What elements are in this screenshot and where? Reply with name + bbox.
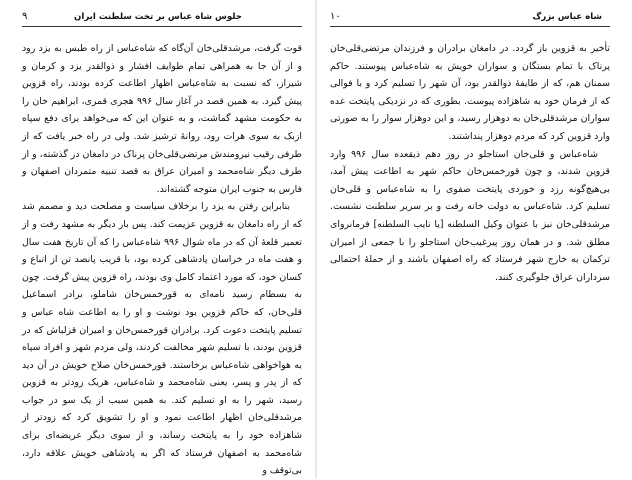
right-paragraph-1: تأخیر به قزوین باز گردد. در دامغان برادران و فرزندان مرتضی‌قلی‌خان پرناک با تمام بستگان و سواران خویش به شاه‌عباس پیوستند. حاکم سمنان هم، که از طایفهٔ ذوالقدر بود، آن شهر را تسلیم کرد و با فوالی که از فرمان خود به شاهزاده پیوست. بطوری که در نزدیکی پایتخت عده سواران مرشدقلی‌خان به دوهزار رسید، و این دوهزار سوار را به صورتی وارد قزوین کرد که مردم دوهزار پنداشتند. bbox=[330, 43, 610, 142]
left-page-body bbox=[22, 40, 302, 480]
right-paragraph-2: شاه‌عباس و قلی‌خان استاجلو در روز دهم ذیقعده سال ۹۹۶ وارد قزوین شدند، و چون قورخمس‌خان حاکم شهر به اطاعت پیش آمد، بی‌هیچ‌گونه رزد و خوردی پایتخت صفوی را به شاه‌عباس و قلی‌خان تسلیم کرد. شاه‌عباس به دولت خانه رفت و بر سریر سلطنت نشست. مرشدقلی‌خان نیز با عنوان وکیل السلطنه [یا نایب السلطنه] فرمانروای مطلق شد. و در همان روز پیرغیب‌خان استاجلو را با جمعی از امیران ترکمان به خارج شهر فرستاد که راه اصفهان باشند و از حملهٔ احتمالی سرداران عراق جلوگیری کنند. bbox=[330, 148, 610, 283]
right-running-title: شاه عباس بزرگ bbox=[532, 12, 602, 22]
right-page-body bbox=[330, 40, 610, 286]
left-page bbox=[0, 0, 316, 479]
left-page-header bbox=[22, 8, 302, 27]
left-page-number: ۹ bbox=[22, 11, 28, 22]
right-page-number: ۱۰ bbox=[330, 11, 341, 22]
right-page-header bbox=[330, 8, 610, 27]
left-paragraph-1: قوت گرفت، مرشدقلی‌خان آن‌گاه که شاه‌عباس از راه طبس به یزد رود و از آن جا به همراهی تمام طوایف افشار و ذوالقدر یزد و کرمان و شیراز، که نسبت به شاه‌عباس اظهار اطاعت کرده بودند، راه قزوین پیش گیرد. به همین قصد در آغاز سال ۹۹۶ هجری قمری، ابراهیم خان را به حکومت مشهد گماشت، و به عنوان این که می‌خواهد برای دفع سپاه ازبک به سوی هرات رود، روانهٔ ترشیز شد. ولی در راه خبر یافت که از طرفی رقیب نیرومندش مرتضی‌قلی‌خان پرناک در دامغان در گذشته، و از طرف دیگر شاه‌محمد و امیران عراق به قصد تنبیه متمردان اصفهان و فارس به جنوب ایران متوجه گشته‌اند. bbox=[22, 43, 302, 195]
left-paragraph-2: بنابراین رفتن به یزد را برخلاف سیاست و مصلحت دید و مصمم شد که از راه دامغان به قزوین عزیمت کند. پس بار دیگر به مشهد رفت و از تعمیر قلعهٔ آن که در ماه شوال ۹۹۶ شاه‌عباس را که آن تاریخ هفت سال و هفت ماه در خراسان پادشاهی کرده بود، با قریب پانصد تن از اتباع و کسان خود، که مورد اعتماد کامل وی بودند، راه قزوین پیش گرفت. چون به بسطام رسید نامه‌ای به قورخمس‌خان شاملو، برادر اسماعیل قلی‌خان، که حاکم قزوین بود نوشت و او را به اطاعت شاه عباس و تسلیم پایتخت دعوت کرد. برادران قورخمس‌خان و امیران قزلباش که در قزوین بودند، با تسلیم شهر مخالفت کردند، ولی مردم شهر و افراد سپاه به هواخواهی شاه‌عباس برخاستند. قورخمس‌خان صلاح خویش در آن دید که از پدر و پسر، یعنی شاه‌محمد و شاه‌عباس، هریک زودتر به قزوین رسید، شهر را به او تسلیم کند. به همین سبب از یک سو در جواب مرشدقلی‌خان اظهار اطاعت نمود و او را تشویق کرد که زودتر از شاهزاده خود را به پایتخت رساند، و از سوی دیگر عریضه‌ای برای شاه‌محمد به اصفهان فرستاد که اگر به پادشاهی خویش علاقه دارد، بی‌توقف و bbox=[22, 201, 303, 477]
right-page bbox=[316, 0, 632, 479]
left-running-title: جلوس شاه عباس بر تخت سلطنت ایران bbox=[74, 12, 242, 22]
